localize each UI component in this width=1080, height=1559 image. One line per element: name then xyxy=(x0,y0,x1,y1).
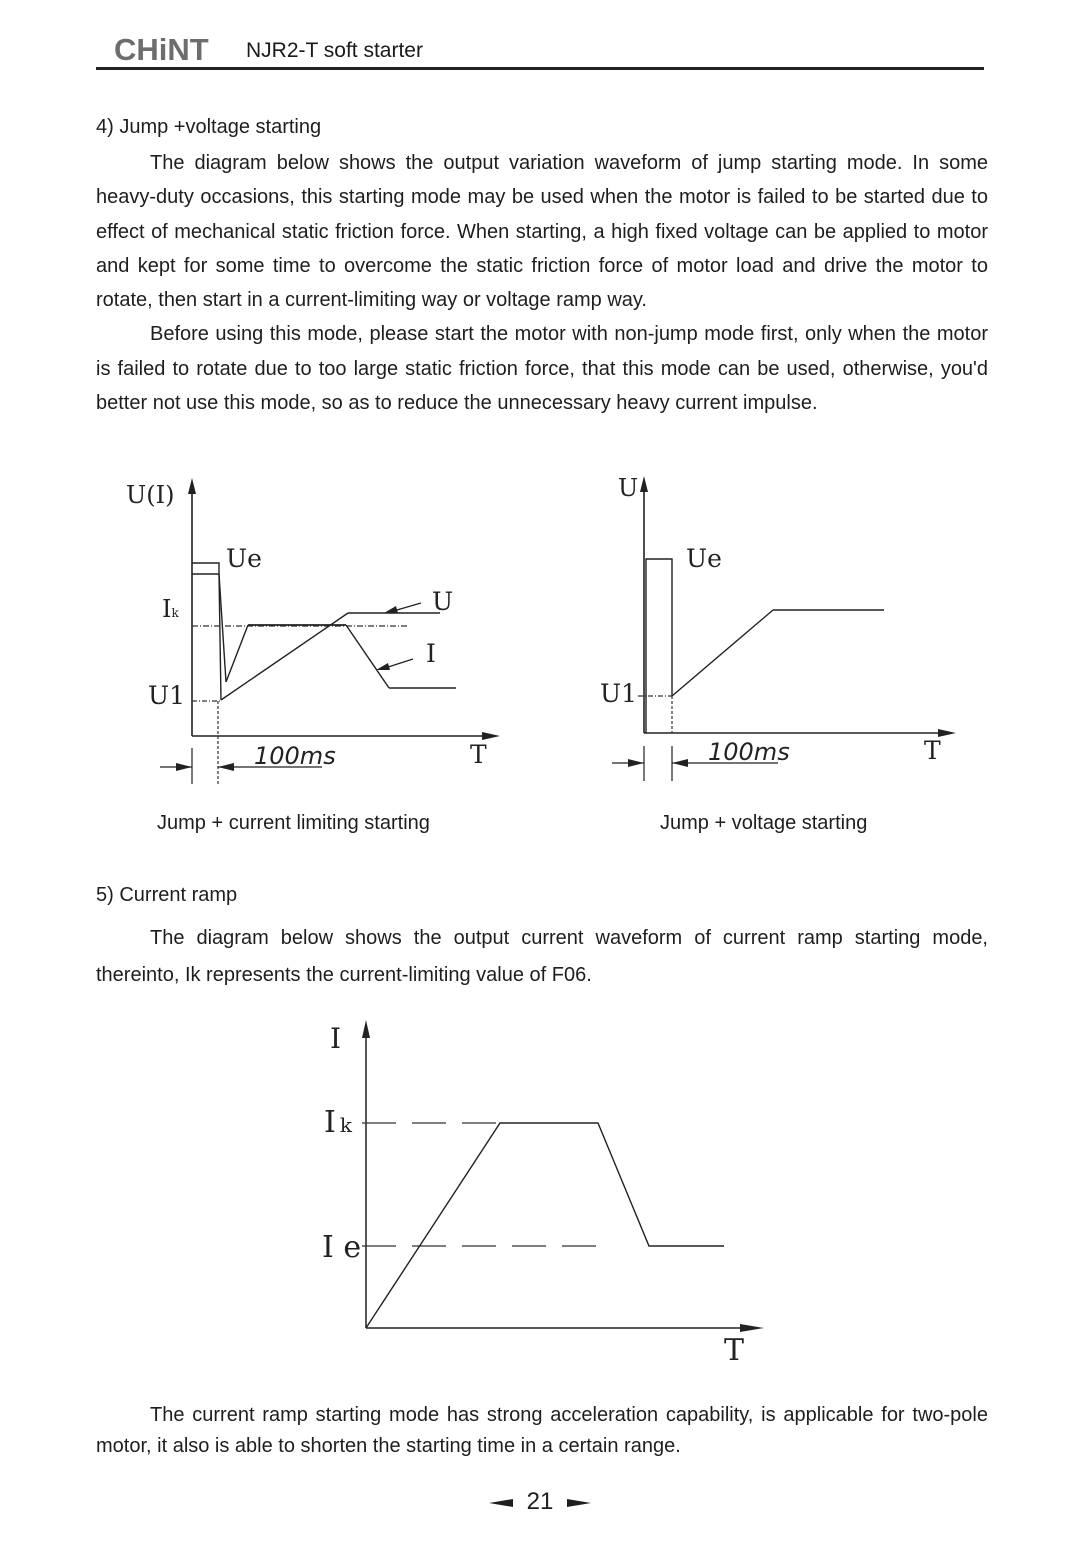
section-5-closing xyxy=(96,1400,988,1462)
header-rule xyxy=(96,67,984,70)
page-footer xyxy=(0,1488,1080,1516)
section-5-body xyxy=(96,920,988,994)
ue-label: Ue xyxy=(226,544,262,573)
section-4-paragraph-2: Before using this mode, please start the motor with non-jump mode first, only when the motor is failed to rotate due to too large static friction force, that this mode can be used, otherwise, you'd better not use this mode, so as to reduce the unnecessary heavy current impulse. xyxy=(96,323,988,415)
diagram-1-caption: Jump + current limiting starting xyxy=(157,812,430,834)
jump-current-limiting-diagram xyxy=(110,470,510,790)
y-axis-label: I xyxy=(330,1022,342,1055)
y-axis-label: U(I) xyxy=(126,481,175,509)
duration-label: 100ms xyxy=(708,738,790,766)
u-curve-label: U xyxy=(432,587,454,616)
u1-label: U1 xyxy=(600,679,637,708)
duration-label: 100ms xyxy=(254,742,336,770)
left-triangle-icon xyxy=(489,1499,513,1507)
ik-label: Ik xyxy=(324,1105,352,1140)
u1-label: U1 xyxy=(148,681,185,710)
section-5-paragraph-1: The diagram below shows the output current waveform of current ramp starting mode, thereinto, Ik represents the current-limiting value of F06. xyxy=(96,927,988,986)
section-4-paragraph-1: The diagram below shows the output variation waveform of jump starting mode. In some heavy-duty occasions, this starting mode may be used when the motor is failed to be started due to effect of mechanical static friction force. When starting, a high fixed voltage can be applied to motor and kept for some time to overcome the static friction force of motor load and drive the motor to rotate, then start in a current-limiting way or voltage ramp way. xyxy=(96,152,988,312)
ik-label: Ik xyxy=(162,595,179,623)
current-ramp-diagram xyxy=(300,1010,780,1380)
chint-logo: CHiNT xyxy=(114,32,209,67)
y-axis-label: U xyxy=(618,474,639,502)
section-4-heading: 4) Jump +voltage starting xyxy=(96,116,322,138)
ie-label: I e xyxy=(322,1230,362,1265)
page-header xyxy=(96,28,984,70)
page-number: 21 xyxy=(526,1488,554,1515)
diagram-2-caption: Jump + voltage starting xyxy=(660,812,868,834)
x-axis-label: T xyxy=(924,736,941,765)
jump-voltage-diagram xyxy=(590,470,970,790)
i-curve-label: I xyxy=(426,639,436,668)
right-triangle-icon xyxy=(567,1499,591,1507)
section-5-heading: 5) Current ramp xyxy=(96,884,238,906)
section-5-paragraph-2: The current ramp starting mode has strong acceleration capability, is applicable for two-pole motor, it also is able to shorten the starting time in a certain range. xyxy=(96,1404,988,1457)
x-axis-label: T xyxy=(724,1333,745,1368)
document-title: NJR2-T soft starter xyxy=(246,39,423,62)
x-axis-label: T xyxy=(470,740,487,769)
section-4-body xyxy=(96,146,988,420)
ue-label: Ue xyxy=(686,544,722,573)
